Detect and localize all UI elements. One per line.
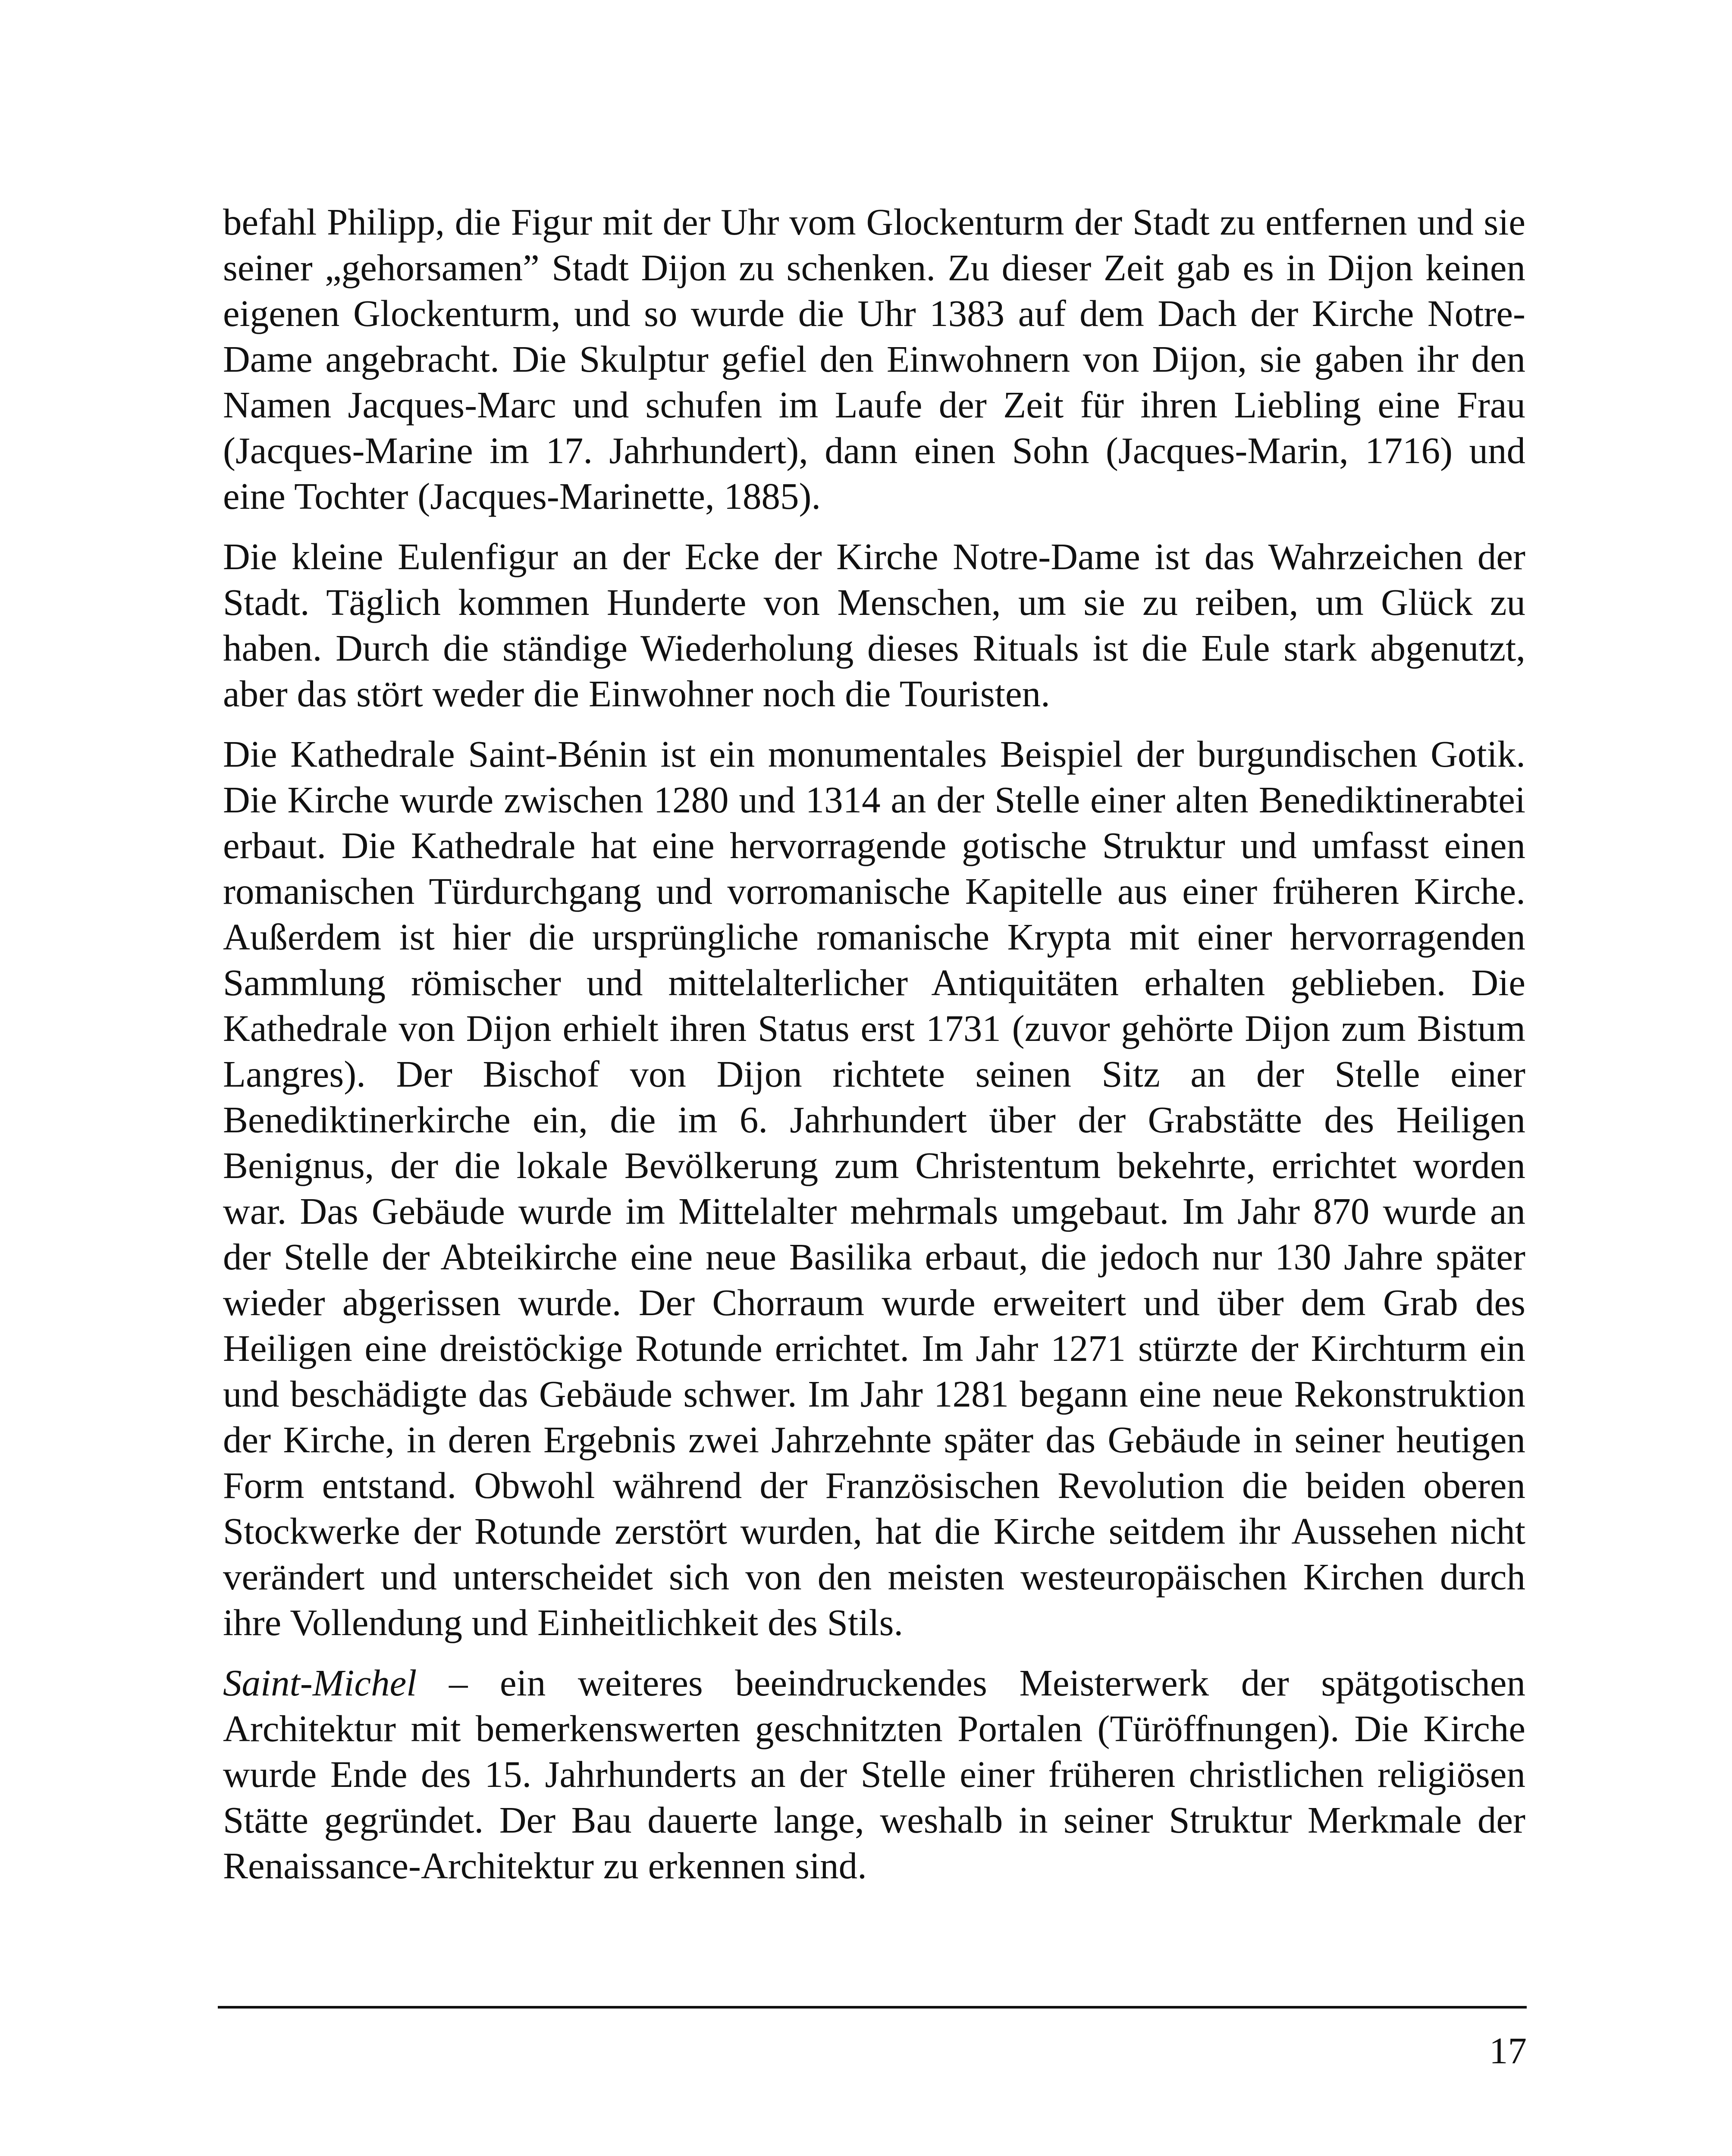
paragraph-owl-figure [223,534,1525,717]
paragraph-text: Die Kathedrale Saint-Bénin ist ein monumentales Beispiel der burgundischen Gotik. Die Kirche wurde zwischen 1280 und 1314 an der Stelle einer alten Benediktinerabtei erbaut. Die Kathedrale hat eine hervorragende gotische Struktur und umfasst einen romanischen Türdurchgang und vorromanische Kapitelle aus einer früheren Kirche. Außerdem ist hier die ursprüngliche romanische Krypta mit einer hervorragenden Sammlung römischer und mittelalterlicher Antiquitäten erhalten geblieben. Die Kathedrale von Dijon erhielt ihren Status erst 1731 (zuvor gehörte Dijon zum Bistum Langres). Der Bischof von Dijon richtete seinen Sitz an der Stelle einer Benediktinerkirche ein, die im 6. Jahrhundert über der Grabstätte des Heiligen Benignus, der die lokale Bevölkerung zum Christentum bekehrte, errichtet worden war. Das Gebäude wurde im Mittelalter mehrmals umgebaut. Im Jahr 870 wurde an der Stelle der Abteikirche eine neue Basilika erbaut, die jedoch nur 130 Jahre später wieder abgerissen wurde. Der Chorraum wurde erweitert und über dem Grab des Heiligen eine dreistöckige Rotunde errichtet. Im Jahr 1271 stürzte der Kirchturm ein und beschädigte das Gebäude schwer. Im Jahr 1281 begann eine neue Rekonstruktion der Kirche, in deren Ergebnis zwei Jahrzehnte später das Gebäude in seiner heutigen Form entstand. Obwohl während der Französischen Revolution die beiden oberen Stockwerke der Rotunde zerstört wurden, hat die Kirche seitdem ihr Aussehen nicht verändert und unterscheidet sich von den meisten westeuropäischen Kirchen durch ihre Vollendung und Einheitlichkeit des Stils. [223,733,1525,1643]
footer-divider [218,2006,1527,2009]
paragraph-cathedral-saint-benin [223,731,1525,1645]
paragraph-text: – ein weiteres beeindruckendes Meisterwerk der spätgotischen Architektur mit bemerkenswerten geschnitzten Portalen (Türöffnungen). Die Kirche wurde Ende des 15. Jahrhunderts an der Stelle einer früheren christlichen religiösen Stätte gegründet. Der Bau dauerte lange, weshalb in seiner Struktur Merkmale der Renaissance-Architektur zu erkennen sind. [223,1662,1525,1887]
paragraph-text: Die kleine Eulenfigur an der Ecke der Kirche Notre-Dame ist das Wahrzeichen der Stadt. Täglich kommen Hunderte von Menschen, um sie zu reiben, um Glück zu haben. Durch die ständige Wiederholung dieses Rituals ist die Eule stark abgenutzt, aber das stört weder die Einwohner noch die Touristen. [223,536,1525,714]
paragraph-italic-lead: Saint-Michel [223,1662,417,1704]
page-number: 17 [1489,2030,1527,2071]
paragraph-text: befahl Philipp, die Figur mit der Uhr vom Glockenturm der Stadt zu entfernen und sie seiner „gehorsamen” Stadt Dijon zu schenken. Zu dieser Zeit gab es in Dijon keinen eigenen Glockenturm, und so wurde die Uhr 1383 auf dem Dach der Kirche Notre-Dame angebracht. Die Skulptur gefiel den Einwohnern von Dijon, sie gaben ihr den Namen Jacques-Marc und schufen im Laufe der Zeit für ihren Liebling eine Frau (Jacques-Marine im 17. Jahrhundert), dann einen Sohn (Jacques-Marin, 1716) und eine Tochter (Jacques-Marinette, 1885). [223,201,1525,517]
paragraph-clock-jacquemart [223,199,1525,519]
body-text [223,199,1525,1903]
paragraph-saint-michel [223,1660,1525,1889]
